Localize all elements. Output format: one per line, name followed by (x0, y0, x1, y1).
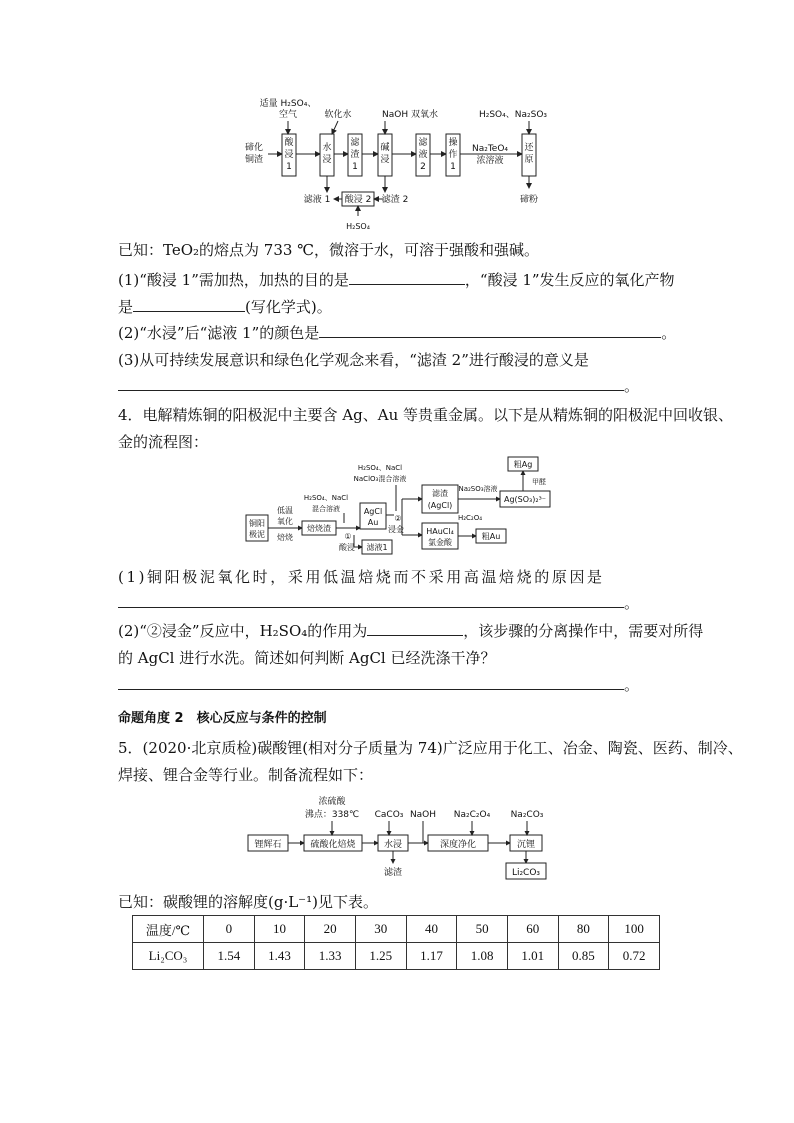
svg-text:1: 1 (450, 162, 456, 172)
na2so3-solution: Na₂SO₃溶液 (458, 485, 498, 493)
svg-text:液: 液 (418, 150, 428, 160)
q3-part1-cont: 是 (写化学式)。 (118, 298, 332, 316)
svg-text:滤液1: 滤液1 (366, 543, 388, 552)
product-te-powder: 碲粉 (519, 195, 539, 205)
q5-stem-2: 焊接、锂合金等行业。制备流程如下： (118, 766, 374, 784)
circle-1: ① (344, 532, 352, 541)
svg-text:作: 作 (448, 150, 458, 160)
oxid-b: 氧化 (277, 517, 293, 526)
svg-text:极泥: 极泥 (249, 530, 265, 539)
svg-text:Au: Au (367, 518, 379, 527)
na2c2o4: Na₂C₂O₄ (453, 810, 491, 820)
residue-2-label: 滤渣 2 (381, 195, 409, 205)
input-acid-air-2: 空气 (278, 110, 298, 120)
q3-part3-blank: 。 (118, 376, 639, 396)
svg-text:浸: 浸 (380, 155, 390, 165)
solubility-table (132, 915, 660, 970)
boiling-point: 沸点：338℃ (304, 810, 360, 820)
h2c2o4: H₂C₂O₄ (457, 514, 483, 522)
svg-text:1: 1 (352, 162, 358, 172)
caco3: CaCO₃ (374, 810, 404, 820)
input-h2so4-na2so3: H₂SO₄、Na₂SO₃ (478, 110, 548, 120)
answer-blank[interactable] (367, 621, 463, 636)
conc-h2so4: 浓硫酸 (318, 797, 346, 807)
gold-leach: 浸金 (388, 525, 404, 534)
intermediate-b: 浓溶液 (476, 156, 504, 166)
input-h2so4-bottom: H₂SO₄ (346, 222, 370, 231)
input-soft-water: 软化水 (324, 110, 352, 120)
svg-text:AgCl: AgCl (363, 507, 383, 516)
q4-part2: (2)“②浸金”反应中，H₂SO₄的作用为 ，该步骤的分离操作中，需要对所得 (118, 622, 704, 640)
q3-part2: (2)“水浸”后“滤液 1”的颜色是 。 (118, 324, 677, 342)
svg-text:酸: 酸 (284, 138, 294, 148)
acid-leach: 酸浸 (339, 543, 355, 552)
filtrate-1-label: 滤液 1 (303, 195, 331, 205)
q3-part3: (3)从可持续发展意识和绿色化学观念来看，“滤渣 2”进行酸浸的意义是 (118, 351, 589, 369)
svg-text:锂辉石: 锂辉石 (254, 840, 282, 850)
q4-part1-blank: 。 (118, 593, 639, 613)
svg-text:浸: 浸 (322, 155, 332, 165)
tellurium-flowchart (240, 96, 570, 236)
answer-blank[interactable] (349, 270, 465, 285)
reagent2-b: NaClO₃混合溶液 (353, 475, 407, 483)
q4-stem-2: 金的流程图： (118, 433, 209, 451)
q4-part2-cont: 的 AgCl 进行水洗。简述如何判断 AgCl 已经洗涤干净？ (118, 649, 496, 667)
answer-blank[interactable] (118, 376, 624, 391)
lithium-carbonate-flowchart (244, 793, 554, 885)
formaldehyde: 甲醛 (532, 478, 546, 486)
input-naoh-h2o2: NaOH 双氧水 (382, 110, 438, 120)
q4-part2-blank: 。 (118, 675, 639, 695)
svg-text:还: 还 (524, 143, 534, 153)
table-header-label: 温度/℃ (133, 916, 204, 943)
svg-text:1: 1 (286, 162, 292, 172)
input-acid-air-1: 适量 H₂SO₄、 (259, 99, 317, 109)
circle-2: ② (394, 514, 402, 523)
svg-text:滤: 滤 (418, 138, 428, 148)
table-row: Li₂CO₃ 1.54 1.43 1.33 1.25 1.17 1.08 1.01 0.85 0.72 (133, 943, 660, 970)
q4-part1: (1)铜阳极泥氧化时，采用低温焙烧而不采用高温焙烧的原因是 (118, 568, 605, 586)
residue-label: 滤渣 (383, 868, 403, 878)
svg-text:浸: 浸 (284, 150, 294, 160)
svg-text:2: 2 (420, 162, 426, 172)
svg-text:氯金酸: 氯金酸 (428, 538, 452, 547)
svg-text:酸浸 2: 酸浸 2 (344, 195, 372, 205)
svg-text:深度净化: 深度净化 (439, 840, 477, 850)
svg-text:滤: 滤 (350, 138, 360, 148)
svg-text:粗Ag: 粗Ag (513, 460, 533, 469)
intermediate-a: Na₂TeO₄ (471, 144, 509, 154)
svg-text:Ag(SO₃)₂³⁻: Ag(SO₃)₂³⁻ (503, 495, 547, 504)
q4-stem-1: 4．电解精炼铜的阳极泥中主要含 Ag、Au 等贵重金属。以下是从精炼铜的阳极泥中回收银、 (118, 406, 734, 424)
reagent2-a: H₂SO₄、NaCl (357, 464, 403, 472)
svg-text:硫酸化焙烧: 硫酸化焙烧 (310, 840, 356, 850)
section-heading: 命题角度 2 核心反应与条件的控制 (118, 711, 327, 726)
table-row-label: Li₂CO₃ (133, 943, 204, 970)
answer-blank[interactable] (118, 675, 624, 690)
svg-text:铜阳: 铜阳 (249, 519, 265, 528)
q3-known: 已知：TeO₂的熔点为 733 ℃，微溶于水，可溶于强酸和强碱。 (118, 241, 539, 259)
oxid-c: 焙烧 (277, 533, 293, 542)
naoh: NaOH (409, 810, 437, 820)
reagent1-b: 混合溶液 (312, 505, 340, 513)
raw-material-a: 碲化 (244, 143, 264, 153)
q3-part1: (1)“酸浸 1”需加热，加热的目的是 ，“酸浸 1”发生反应的氧化产物 (118, 271, 675, 289)
q5-stem-1: 5．(2020·北京质检)碳酸锂(相对分子质量为 74)广泛应用于化工、冶金、陶瓷、医药、制冷、 (118, 739, 743, 757)
svg-text:渣: 渣 (350, 150, 360, 160)
svg-text:操: 操 (448, 138, 458, 148)
svg-text:Li₂CO₃: Li₂CO₃ (511, 868, 541, 878)
reagent1-a: H₂SO₄、NaCl (303, 494, 349, 502)
oxid-a: 低温 (277, 506, 293, 515)
svg-text:原: 原 (524, 155, 534, 165)
q5-known: 已知：碳酸锂的溶解度(g·L⁻¹)见下表。 (118, 893, 378, 911)
raw-material-b: 铜渣 (244, 155, 264, 165)
svg-text:滤渣: 滤渣 (432, 489, 448, 498)
svg-text:碱: 碱 (380, 143, 390, 153)
svg-text:焙烧渣: 焙烧渣 (307, 524, 331, 533)
svg-text:沉锂: 沉锂 (516, 840, 536, 850)
answer-blank[interactable] (319, 323, 661, 338)
svg-text:(AgCl): (AgCl) (427, 501, 453, 510)
svg-text:粗Au: 粗Au (481, 532, 501, 541)
svg-text:HAuCl₄: HAuCl₄ (426, 527, 454, 536)
svg-text:水: 水 (322, 143, 332, 153)
answer-blank[interactable] (133, 297, 245, 312)
table-row: 温度/℃ 0 10 20 30 40 50 60 80 100 (133, 916, 660, 943)
svg-text:水浸: 水浸 (383, 840, 403, 850)
answer-blank[interactable] (118, 593, 624, 608)
anode-slime-flowchart (244, 455, 574, 557)
na2co3: Na₂CO₃ (510, 810, 544, 820)
